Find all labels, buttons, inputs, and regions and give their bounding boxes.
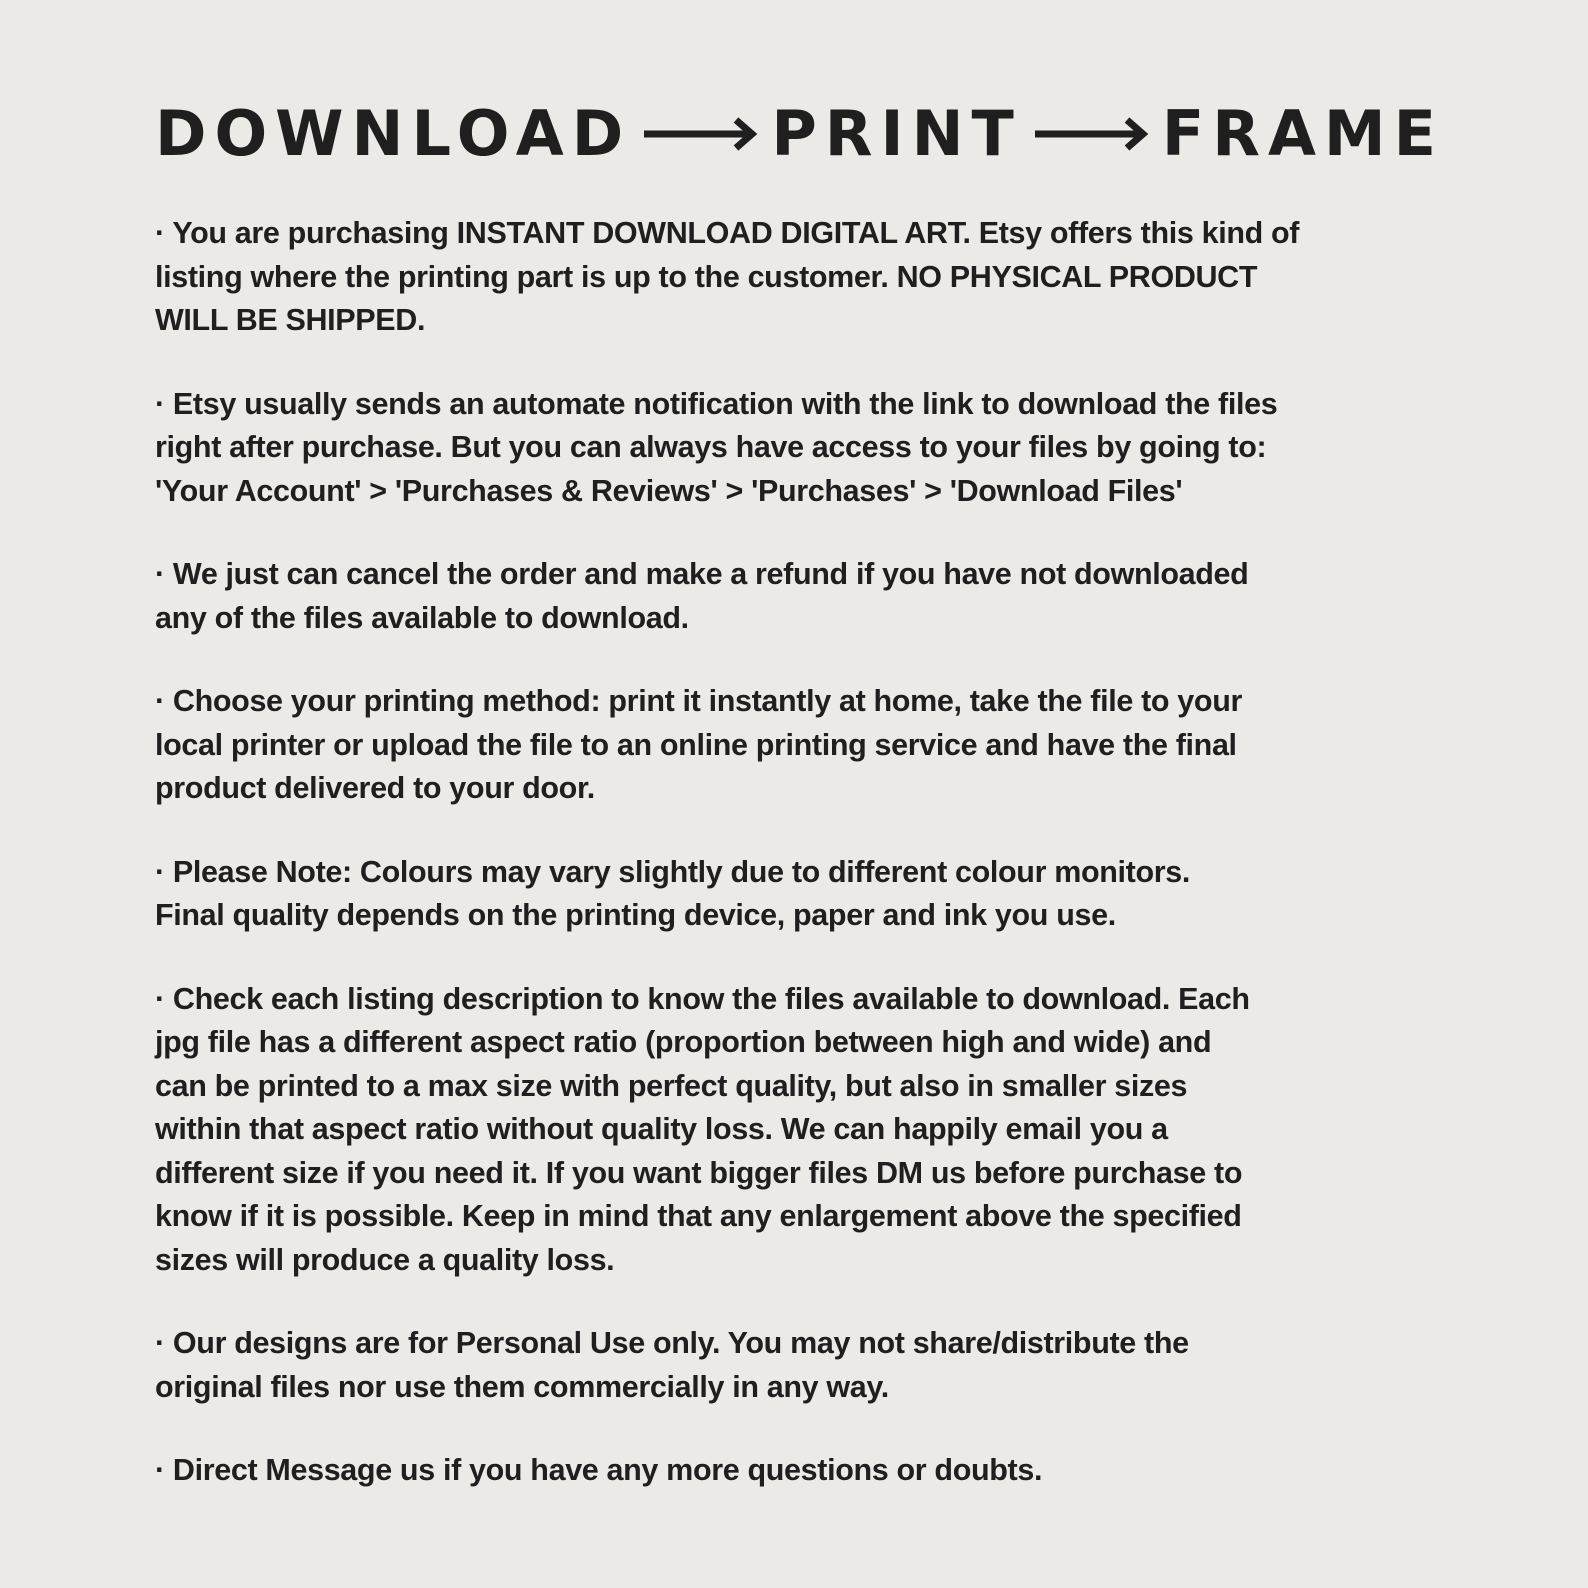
bullet-line: jpg file has a different aspect ratio (proportion between high and wide) and	[155, 1025, 1212, 1059]
bullet-line: can be printed to a max size with perfect quality, but also in smaller sizes	[155, 1068, 1188, 1103]
bullet-line: product delivered to your door.	[155, 771, 595, 805]
bullet-line: · Choose your printing method: print it instantly at home, take the file to your	[155, 684, 1242, 718]
bullet-line: right after purchase. But you can always have access to your files by going to:	[155, 430, 1267, 464]
bullet-personal-use	[155, 1322, 1433, 1409]
info-bullet-list	[155, 212, 1433, 1493]
bullet-colour-note	[155, 851, 1433, 938]
right-arrow-icon	[1033, 116, 1151, 152]
bullet-line: Final quality depends on the printing device, paper and ink you use.	[155, 898, 1116, 932]
headline-download: DOWNLOAD	[155, 97, 632, 170]
bullet-line: 'Your Account' > 'Purchases & Reviews' > 'Purchases' > 'Download Files'	[155, 473, 1183, 508]
headline-print: PRINT	[771, 97, 1022, 170]
bullet-line: any of the files available to download.	[155, 600, 689, 635]
bullet-line: within that aspect ratio without quality loss. We can happily email you a	[155, 1112, 1168, 1146]
bullet-file-sizes	[155, 978, 1433, 1283]
bullet-line: · Check each listing description to know the files available to download. Each	[155, 981, 1250, 1016]
bullet-download-access	[155, 383, 1433, 514]
bullet-contact	[155, 1449, 1433, 1493]
bullet-line: · Etsy usually sends an automate notification with the link to download the files	[155, 386, 1278, 421]
bullet-line: · We just can cancel the order and make a refund if you have not downloaded	[155, 557, 1249, 591]
bullet-instant-download	[155, 212, 1433, 343]
bullet-line: WILL BE SHIPPED.	[155, 303, 426, 337]
bullet-printing-method	[155, 680, 1433, 811]
bullet-line: · Direct Message us if you have any more questions or doubts.	[155, 1453, 1043, 1487]
headline	[155, 97, 1444, 170]
bullet-line: different size if you need it. If you want bigger files DM us before purchase to	[155, 1155, 1243, 1190]
bullet-line: original files nor use them commercially in any way.	[155, 1369, 889, 1404]
bullet-line: sizes will produce a quality loss.	[155, 1242, 615, 1277]
bullet-refund-policy	[155, 553, 1433, 640]
bullet-line: know if it is possible. Keep in mind that any enlargement above the specified	[155, 1199, 1242, 1233]
bullet-line: · Please Note: Colours may vary slightly due to different colour monitors.	[155, 854, 1191, 889]
bullet-line: · Our designs are for Personal Use only. You may not share/distribute the	[155, 1326, 1189, 1360]
right-arrow-icon	[642, 116, 760, 152]
headline-frame: FRAME	[1161, 97, 1444, 170]
bullet-line: · You are purchasing INSTANT DOWNLOAD DIGITAL ART. Etsy offers this kind of	[155, 216, 1300, 250]
bullet-line: local printer or upload the file to an online printing service and have the final	[155, 727, 1237, 762]
bullet-line: listing where the printing part is up to the customer. NO PHYSICAL PRODUCT	[155, 259, 1258, 294]
